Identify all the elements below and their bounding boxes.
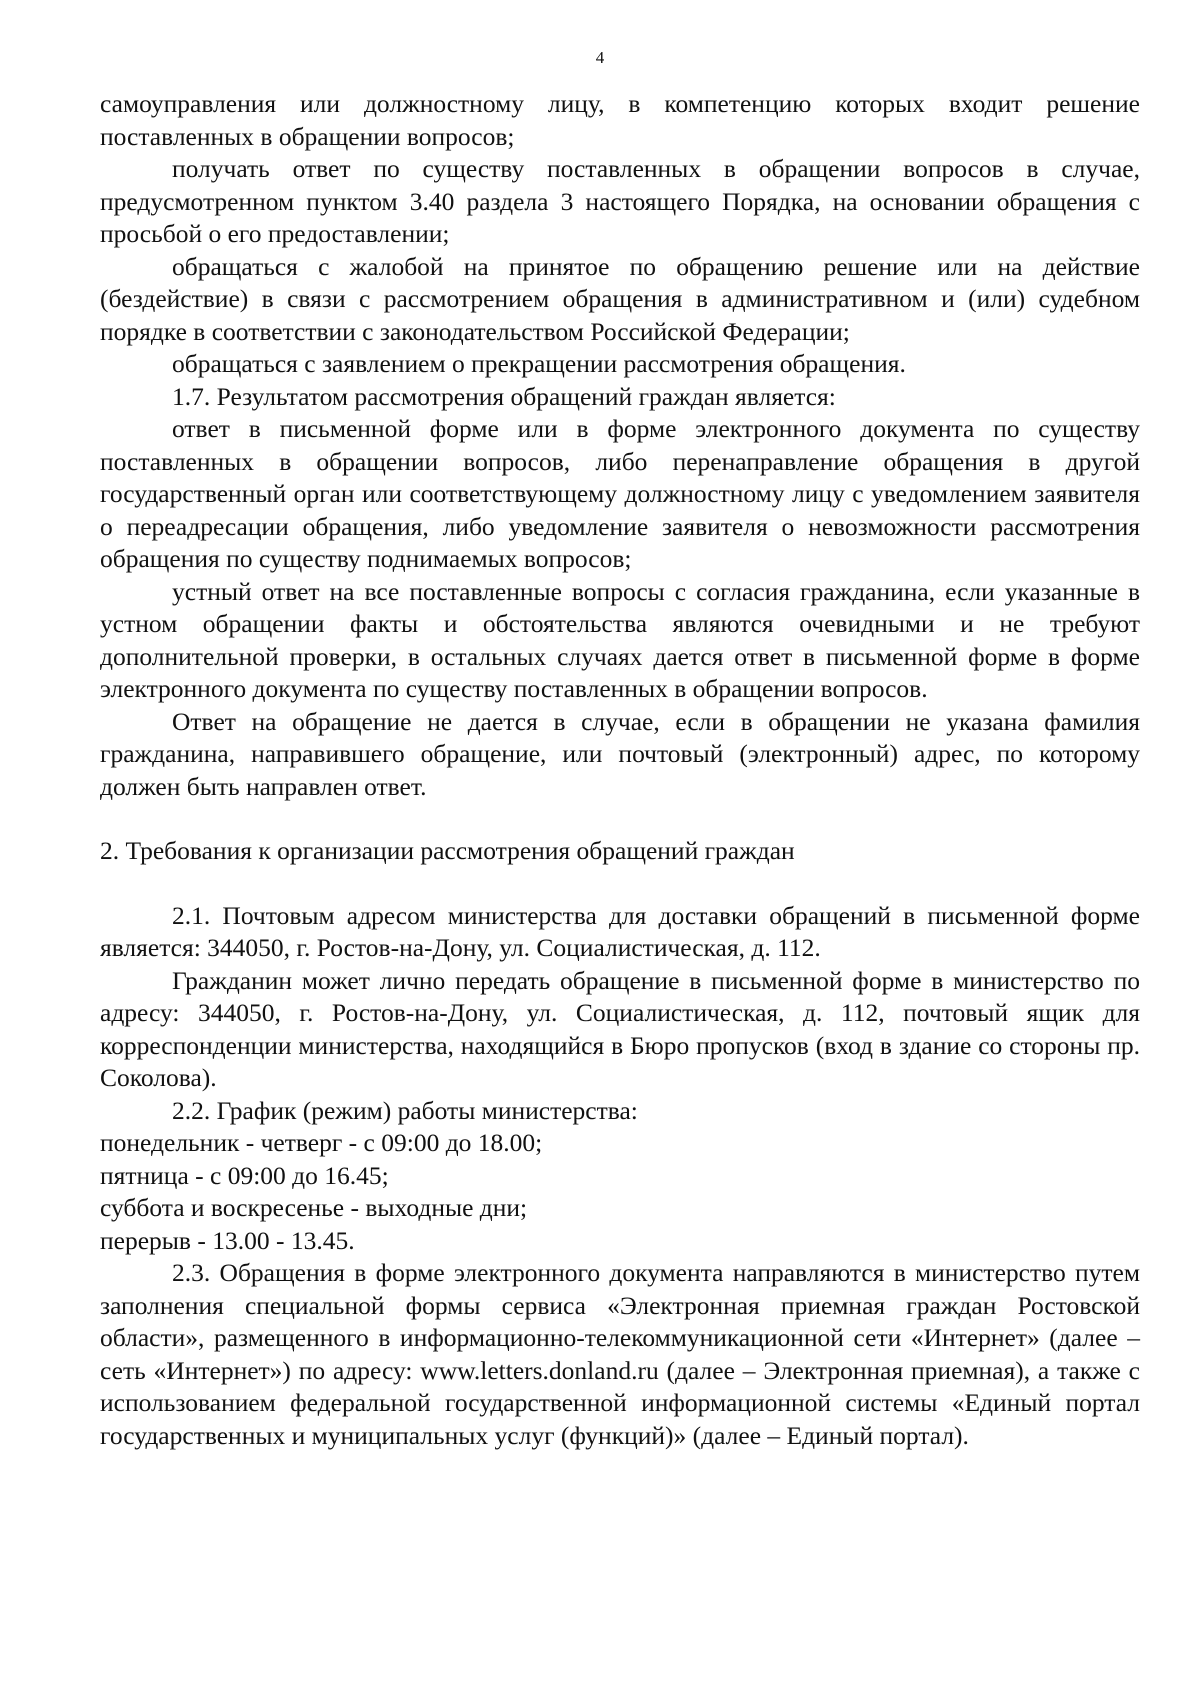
paragraphs-before-heading xyxy=(100,88,1140,803)
paragraph: перерыв - 13.00 - 13.45. xyxy=(100,1225,355,1255)
paragraph: самоуправления или должностному лицу, в компетенцию которых входит решение поставленных в обращении вопросов; xyxy=(100,89,1140,151)
paragraph: получать ответ по существу поставленных в обращении вопросов в случае, предусмотренном пунктом 3.40 раздела 3 настоящего Порядка, на основании обращения с просьбой о его предоставлении; xyxy=(100,154,1140,248)
paragraph: 2.2. График (режим) работы министерства: xyxy=(172,1095,638,1125)
paragraphs-after-heading xyxy=(100,900,1140,1453)
paragraph: суббота и воскресенье - выходные дни; xyxy=(100,1193,528,1222)
document-body xyxy=(100,88,1140,1452)
section-heading: 2. Требования к организации рассмотрения обращений граждан xyxy=(100,836,795,865)
paragraph: 2.3. Обращения в форме электронного документа направляются в министерство путем заполнения специальной формы сервиса «Электронная приемная граждан Ростовской области», размещенного в информационно-телекоммуникационной сети «Интернет» (далее – сеть «Интернет») по адресу: www.letters.donland.ru (далее – Электронная приемная), а также с использованием федеральной государственной информационной системы «Единый портал государственных и муниципальных услуг (функций)» (далее – Единый портал). xyxy=(100,1258,1140,1450)
page-number: 4 xyxy=(595,48,605,67)
paragraph: обращаться с жалобой на принятое по обращению решение или на действие (бездействие) в связи с рассмотрением обращения в административном и (или) судебном порядке в соответствии с законодательством Российской Федерации; xyxy=(100,251,1140,346)
paragraph: ответ в письменной форме или в форме электронного документа по существу поставленных в обращении вопросов, либо перенаправление обращения в другой государственный орган или соответствующему должностному лицу с уведомлением заявителя о переадресации обращения, либо уведомление заявителя о невозможности рассмотрения обращения по существу поднимаемых вопросов; xyxy=(100,414,1140,573)
paragraph: 2.1. Почтовым адресом министерства для доставки обращений в письменной форме является: 344050, г. Ростов-на-Дону, ул. Социалистическая, д. 112. xyxy=(100,900,1140,962)
paragraph: пятница - с 09:00 до 16.45; xyxy=(100,1160,389,1190)
paragraph: Гражданин может лично передать обращение в письменной форме в министерство по адресу: 344050, г. Ростов-на-Дону, ул. Социалистическая, д. 112, почтовый ящик для корреспонденции министерства, находящийся в Бюро пропусков (вход в здание со стороны пр. Соколова). xyxy=(100,965,1140,1092)
paragraph: Ответ на обращение не дается в случае, если в обращении не указана фамилия гражданина, направившего обращение, или почтовый (электронный) адрес, по которому должен быть направлен ответ. xyxy=(100,706,1140,801)
paragraph: обращаться с заявлением о прекращении рассмотрения обращения. xyxy=(172,349,906,378)
paragraph: 1.7. Результатом рассмотрения обращений граждан является: xyxy=(172,381,836,411)
paragraph: устный ответ на все поставленные вопросы с согласия гражданина, если указанные в устном обращении факты и обстоятельства являются очевидными и не требуют дополнительной проверки, в остальных случаях дается ответ в письменной форме в форме электронного документа по существу поставленных в обращении вопросов. xyxy=(100,576,1140,703)
paragraph: понедельник - четверг - с 09:00 до 18.00; xyxy=(100,1128,543,1157)
